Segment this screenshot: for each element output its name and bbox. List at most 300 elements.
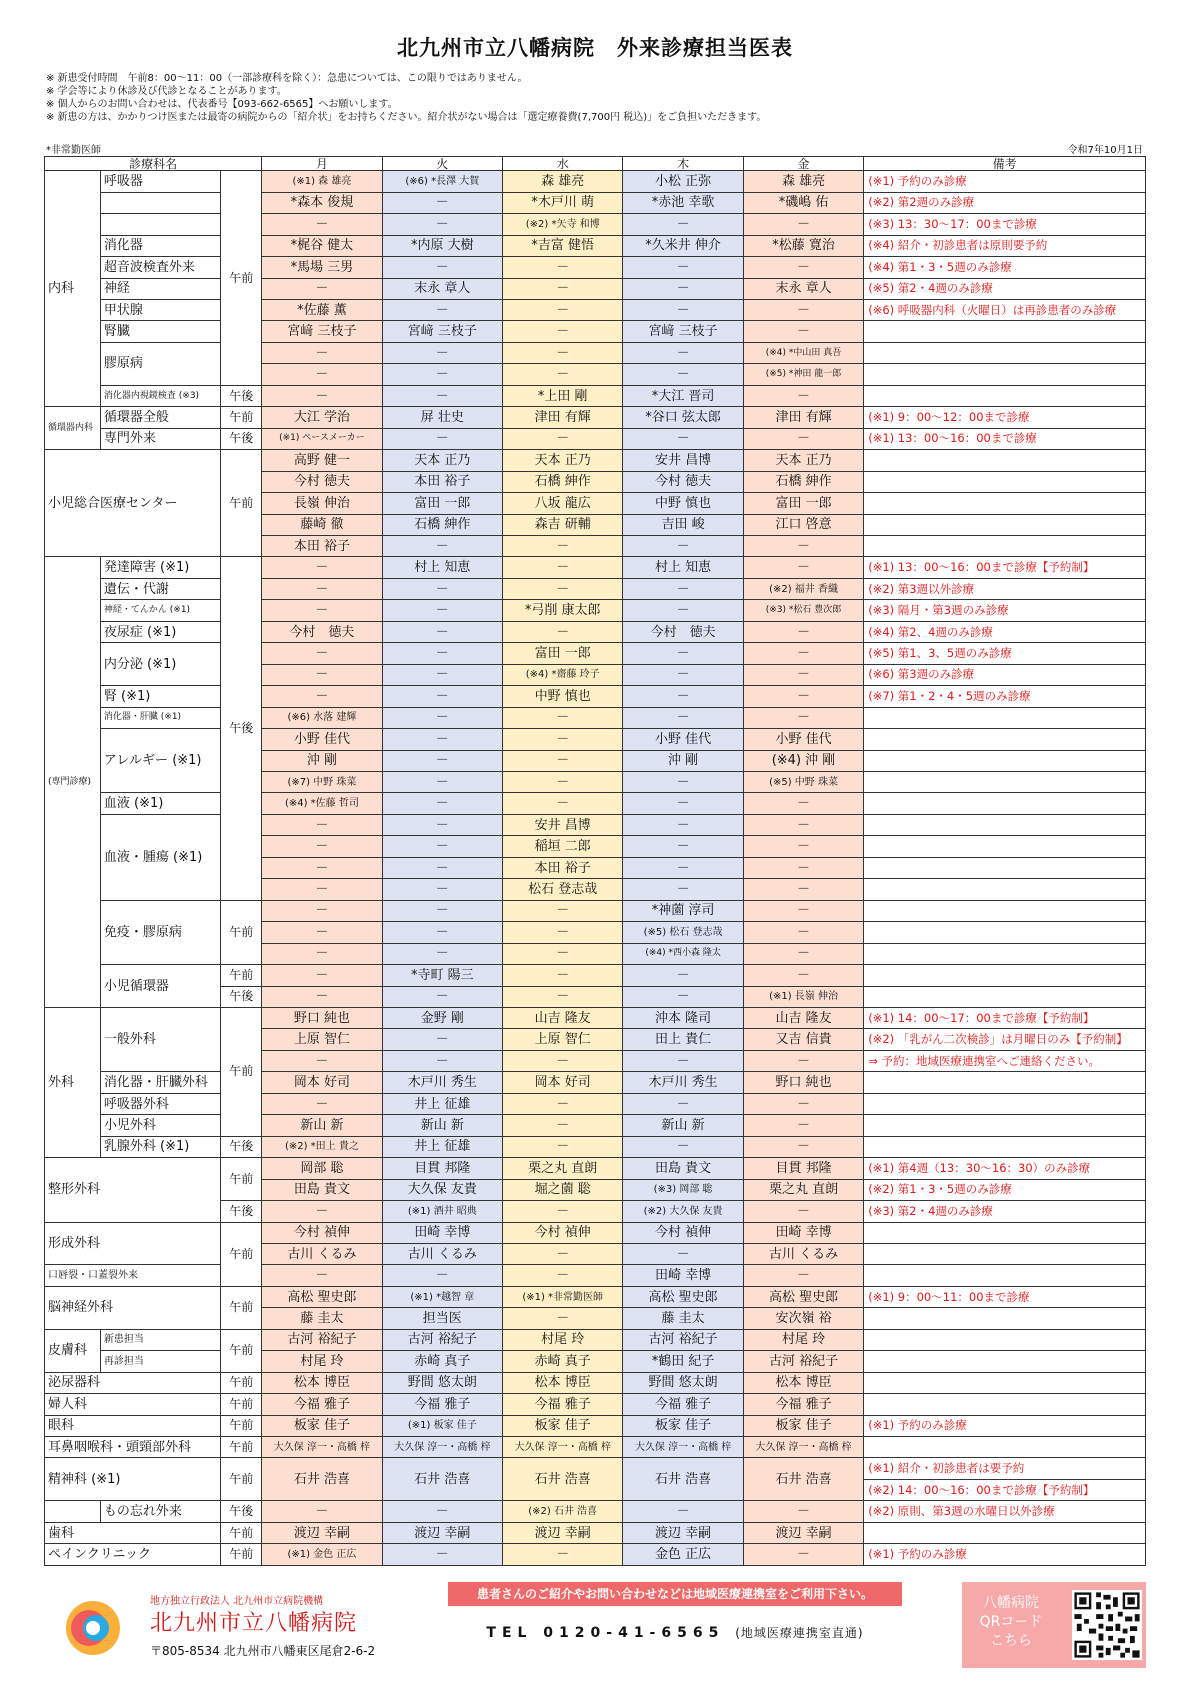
doctor-cell: － <box>503 300 623 321</box>
session-time: 午前 <box>221 1394 262 1415</box>
doctor-cell: － <box>503 278 623 299</box>
doctor-cell: － <box>382 257 502 278</box>
doctor-cell: 高野 健一 <box>262 450 382 471</box>
remark-cell: (※3) 隔月・第3週のみ診療 <box>864 600 1146 621</box>
doctor-cell: 村尾 玲 <box>743 1329 863 1350</box>
doctor-cell: 末永 章人 <box>743 278 863 299</box>
doctor-cell: *大江 晋司 <box>623 385 743 406</box>
doctor-cell: 渡辺 幸嗣 <box>503 1522 623 1543</box>
doctor-cell: － <box>743 793 863 814</box>
doctor-cell: 大久保 淳一・高橋 梓 <box>623 1437 743 1458</box>
schedule-row <box>45 707 1146 728</box>
dept-name: 歯科 <box>45 1522 221 1543</box>
doctor-cell: *久米井 伸介 <box>623 235 743 256</box>
session-time: 午後 <box>221 1136 262 1157</box>
doctor-cell: － <box>503 1243 623 1264</box>
doctor-cell: － <box>382 814 502 835</box>
doctor-cell: － <box>503 1308 623 1329</box>
doctor-cell: － <box>503 342 623 363</box>
remark-cell <box>864 793 1146 814</box>
doctor-cell: － <box>262 922 382 943</box>
doctor-cell: 野間 悠太朗 <box>623 1372 743 1393</box>
doctor-cell: － <box>382 578 502 599</box>
doctor-cell: 田上 貴仁 <box>623 1029 743 1050</box>
schedule-row <box>45 214 1146 235</box>
page-title: 北九州市立八幡病院 外来診療担当医表 <box>397 36 793 60</box>
doctor-cell: 小野 佳代 <box>743 729 863 750</box>
doctor-cell: － <box>503 1136 623 1157</box>
doctor-cell: － <box>743 1093 863 1114</box>
doctor-cell: 藤 圭太 <box>262 1308 382 1329</box>
schedule-row <box>45 1072 1146 1093</box>
telephone-number[interactable]: TEL 0120-41-6565 <box>486 1625 725 1641</box>
session-time: 午後 <box>221 986 262 1007</box>
session-time: 午前 <box>221 1007 262 1136</box>
doctor-cell: － <box>623 664 743 685</box>
doctor-cell: 古河 裕紀子 <box>262 1329 382 1350</box>
empty-cell <box>100 192 220 213</box>
doctor-cell: (※1) 森 雄亮 <box>262 171 382 192</box>
doctor-cell: 安次嶺 裕 <box>743 1308 863 1329</box>
subdept-name: 血液 (※1) <box>100 793 220 814</box>
qr-label <box>962 1594 1060 1651</box>
doctor-cell: 今村 徳夫 <box>623 621 743 642</box>
session-time: 午前 <box>221 1158 262 1201</box>
doctor-cell: － <box>382 385 502 406</box>
doctor-cell: 野間 悠太朗 <box>382 1372 502 1393</box>
subdept-name: 夜尿症 (※1) <box>100 621 220 642</box>
doctor-cell: 村上 知恵 <box>382 557 502 578</box>
remark-cell <box>864 879 1146 900</box>
doctor-cell: 石井 浩喜 <box>503 1458 623 1501</box>
doctor-cell: *内原 大樹 <box>382 235 502 256</box>
doctor-cell: 今福 雅子 <box>262 1394 382 1415</box>
doctor-cell: 森 雄亮 <box>503 171 623 192</box>
schedule-row <box>45 171 1146 192</box>
doctor-cell: *弓削 康太郎 <box>503 600 623 621</box>
doctor-cell: － <box>382 428 502 449</box>
subdept-name: 血液・腫瘍 (※1) <box>100 814 220 900</box>
session-time: 午後 <box>221 428 262 449</box>
dept-name: 小児総合医療センター <box>45 450 221 557</box>
doctor-cell: － <box>743 900 863 921</box>
doctor-cell: － <box>503 621 623 642</box>
doctor-cell: － <box>262 364 382 385</box>
doctor-cell: 野口 純也 <box>743 1072 863 1093</box>
subdept-name: 小児循環器 <box>100 965 220 1008</box>
schedule-row <box>45 257 1146 278</box>
subdept-name: 膠原病 <box>100 342 220 385</box>
schedule-row <box>45 1501 1146 1522</box>
doctor-cell: (※2) 石井 浩喜 <box>503 1501 623 1522</box>
doctor-cell: 八坂 龍広 <box>503 493 623 514</box>
doctor-cell: － <box>743 707 863 728</box>
doctor-cell: － <box>382 857 502 878</box>
schedule-row <box>45 1544 1146 1566</box>
doctor-cell: 今村 禎伸 <box>262 1222 382 1243</box>
doctor-cell: － <box>503 1544 623 1566</box>
qr-code-icon[interactable] <box>1072 1590 1142 1660</box>
session-time: 午前 <box>221 965 262 986</box>
doctor-cell: － <box>262 836 382 857</box>
doctor-cell: － <box>382 643 502 664</box>
header-day: 月 <box>262 157 382 171</box>
subdept-name: 乳腺外科 (※1) <box>100 1136 220 1157</box>
doctor-cell: 松本 博臣 <box>262 1372 382 1393</box>
doctor-cell: － <box>743 536 863 557</box>
remark-cell: (※2) 14：00～16：00まで診療【予約制】 <box>864 1479 1146 1500</box>
session-time: 午後 <box>221 557 262 900</box>
doctor-cell: 古河 裕紀子 <box>382 1329 502 1350</box>
doctor-cell: 田島 貴文 <box>623 1158 743 1179</box>
subdept-name: 呼吸器外科 <box>100 1093 220 1114</box>
remark-cell <box>864 729 1146 750</box>
empty-cell <box>100 214 220 235</box>
remark-cell: (※2) 原則、第3週の水曜日以外診療 <box>864 1501 1146 1522</box>
remark-cell: (※6) 第3週のみ診療 <box>864 664 1146 685</box>
doctor-cell: 新山 新 <box>262 1115 382 1136</box>
schedule-row <box>45 621 1146 642</box>
doctor-cell: 末永 章人 <box>382 278 502 299</box>
doctor-cell: 富田 一郎 <box>743 493 863 514</box>
doctor-cell: 今福 雅子 <box>743 1394 863 1415</box>
subdept-name: 甲状腺 <box>100 300 220 321</box>
doctor-cell: 田崎 幸博 <box>743 1222 863 1243</box>
doctor-cell: － <box>262 965 382 986</box>
doctor-cell: (※1) 板家 佳子 <box>382 1415 502 1436</box>
hospital-address: 〒805-8534 北九州市八幡東区尾倉2-6-2 <box>150 1644 376 1658</box>
doctor-cell: 今村 徳夫 <box>623 471 743 492</box>
doctor-cell: － <box>382 900 502 921</box>
doctor-cell: (※3) 岡部 聡 <box>623 1179 743 1200</box>
subdept-name: 専門外来 <box>100 428 220 449</box>
doctor-cell: 山吉 隆友 <box>503 1007 623 1028</box>
doctor-cell: 石橋 紳作 <box>382 514 502 535</box>
dept-name: 精神科 (※1) <box>45 1458 221 1501</box>
schedule-row <box>45 1007 1146 1028</box>
doctor-cell: － <box>262 900 382 921</box>
doctor-cell: － <box>623 257 743 278</box>
schedule-row <box>45 1372 1146 1393</box>
doctor-cell: 井上 征雄 <box>382 1093 502 1114</box>
remark-cell <box>864 965 1146 986</box>
remark-cell: (※3) 第2・4週のみ診療 <box>864 1201 1146 1222</box>
doctor-cell: (※4) *中山田 真吾 <box>743 342 863 363</box>
doctor-cell: － <box>503 1265 623 1286</box>
remark-cell: (※5) 第1、3、5週のみ診療 <box>864 643 1146 664</box>
notice-line: ※ 新患の方は、かかりつけ医または最寄の病院からの「紹介状」をお持ちください。紹介状がない場合は「選定療養費(7,700円 税込)」をご負担いただきます。 <box>46 112 767 123</box>
remark-cell <box>864 986 1146 1007</box>
doctor-cell: － <box>503 965 623 986</box>
doctor-cell: (※4) *佐藤 哲司 <box>262 793 382 814</box>
remark-cell <box>864 1072 1146 1093</box>
doctor-cell: 中野 慎也 <box>623 493 743 514</box>
session-time: 午前 <box>221 900 262 964</box>
doctor-cell: － <box>503 1115 623 1136</box>
doctor-cell: － <box>382 342 502 363</box>
subdept-name: 呼吸器 <box>100 171 220 192</box>
doctor-cell: 田島 貴文 <box>262 1179 382 1200</box>
doctor-cell: 石井 浩喜 <box>623 1458 743 1501</box>
session-time: 午前 <box>221 1458 262 1501</box>
subdept-name: 消化器内視鏡検査 (※3) <box>100 385 220 406</box>
header-dept: 診療科名 <box>45 157 262 171</box>
doctor-cell: 稲垣 二郎 <box>503 836 623 857</box>
dept-name: 外科 <box>45 1007 101 1157</box>
doctor-cell: － <box>262 1201 382 1222</box>
schedule-row <box>45 300 1146 321</box>
doctor-cell: － <box>743 857 863 878</box>
dept-name: 形成外科 <box>45 1222 221 1265</box>
doctor-cell: － <box>382 1544 502 1566</box>
doctor-cell: (※2) 大久保 友貴 <box>623 1201 743 1222</box>
doctor-cell: － <box>503 922 623 943</box>
doctor-cell: *上田 剛 <box>503 385 623 406</box>
session-time: 午前 <box>221 407 262 428</box>
subdept-name: 一般外科 <box>100 1007 220 1071</box>
contact-banner: 患者さんのご紹介やお問い合わせなどは地域医療連携室をご利用下さい。 <box>448 1582 902 1606</box>
doctor-cell: 大久保 淳一・高橋 梓 <box>382 1437 502 1458</box>
doctor-cell: － <box>743 664 863 685</box>
doctor-cell: － <box>623 814 743 835</box>
hospital-logo-icon <box>62 1597 124 1659</box>
doctor-cell: 石橋 紳作 <box>503 471 623 492</box>
doctor-cell: 野口 純也 <box>262 1007 382 1028</box>
session-time: 午前 <box>221 1222 262 1286</box>
qr-label-line: QRコード <box>979 1614 1043 1630</box>
doctor-cell: 天本 正乃 <box>503 450 623 471</box>
doctor-cell: 古川 くるみ <box>262 1243 382 1264</box>
doctor-cell: － <box>262 1501 382 1522</box>
notice-line: ※ 新患受付時間 午前8：00～11：00（一部診療科を除く）：急患については、この限りではありません。 <box>46 73 528 84</box>
remark-cell <box>864 1265 1146 1286</box>
doctor-cell: － <box>262 600 382 621</box>
doctor-cell: 天本 正乃 <box>743 450 863 471</box>
doctor-cell: － <box>743 1050 863 1071</box>
doctor-cell: 堀之薗 聡 <box>503 1179 623 1200</box>
doctor-cell: － <box>503 536 623 557</box>
remark-cell <box>864 493 1146 514</box>
schedule-row <box>45 793 1146 814</box>
doctor-cell: － <box>503 793 623 814</box>
doctor-cell: － <box>262 1093 382 1114</box>
doctor-cell: － <box>743 321 863 342</box>
doctor-cell: 本田 裕子 <box>503 857 623 878</box>
remark-cell: (※1) 紹介・初診患者は要予約 <box>864 1458 1146 1479</box>
doctor-cell: － <box>503 729 623 750</box>
doctor-cell: 安井 昌博 <box>623 450 743 471</box>
doctor-cell: *赤池 幸歌 <box>623 192 743 213</box>
doctor-cell: 今福 雅子 <box>503 1394 623 1415</box>
doctor-cell: *森本 俊規 <box>262 192 382 213</box>
doctor-cell: － <box>743 686 863 707</box>
doctor-cell: 松本 博臣 <box>503 1372 623 1393</box>
doctor-cell: 藤崎 徹 <box>262 514 382 535</box>
subdept-name: 神経 <box>100 278 220 299</box>
doctor-cell: － <box>503 900 623 921</box>
doctor-cell: 長嶺 伸治 <box>262 493 382 514</box>
doctor-cell: － <box>743 1501 863 1522</box>
doctor-cell: 田崎 幸博 <box>623 1265 743 1286</box>
remark-cell: (※4) 第2、4週のみ診療 <box>864 621 1146 642</box>
remark-cell: (※1) 9：00～11：00まで診療 <box>864 1286 1146 1307</box>
remark-cell <box>864 1372 1146 1393</box>
doctor-cell: 沖 剛 <box>262 750 382 771</box>
doctor-cell: － <box>743 814 863 835</box>
session-time: 午前 <box>221 1522 262 1543</box>
doctor-cell: 山吉 隆友 <box>743 1007 863 1028</box>
doctor-cell: － <box>623 793 743 814</box>
schedule-row <box>45 278 1146 299</box>
doctor-cell: － <box>382 1265 502 1286</box>
doctor-cell: － <box>743 643 863 664</box>
doctor-cell: 木戸川 秀生 <box>623 1072 743 1093</box>
schedule-row <box>45 814 1146 835</box>
subdept-name: 新患担当 <box>100 1329 220 1350</box>
doctor-cell: － <box>743 1115 863 1136</box>
remark-cell: (※1) 予約のみ診療 <box>864 171 1146 192</box>
doctor-cell: 大久保 淳一・高橋 梓 <box>743 1437 863 1458</box>
doctor-cell: － <box>503 321 623 342</box>
subdept-name: 免疫・膠原病 <box>100 900 220 964</box>
remark-cell <box>864 1394 1146 1415</box>
schedule-row <box>45 385 1146 406</box>
remark-cell <box>864 1115 1146 1136</box>
doctor-cell: 中野 慎也 <box>503 686 623 707</box>
doctor-cell: 高松 聖史郎 <box>743 1286 863 1307</box>
remark-cell: (※2) 「乳がん二次検診」は月曜日のみ【予約制】 <box>864 1029 1146 1050</box>
doctor-cell: (※1) *非常勤医師 <box>503 1286 623 1307</box>
remark-cell: ⇒ 予約：地域医療連携室へご連絡ください。 <box>864 1050 1146 1071</box>
doctor-cell: (※1) 長嶺 伸治 <box>743 986 863 1007</box>
remark-cell: (※1) 9：00～12：00まで診療 <box>864 407 1146 428</box>
doctor-cell: 目貫 邦隆 <box>382 1158 502 1179</box>
notice-line: ※ 個人からのお問い合わせは、代表番号【093-662-6565】へお願いします。 <box>46 99 398 110</box>
doctor-cell: 本田 裕子 <box>262 536 382 557</box>
doctor-cell: 沖本 隆司 <box>623 1007 743 1028</box>
header-day: 火 <box>382 157 502 171</box>
doctor-cell: － <box>262 557 382 578</box>
doctor-cell: *谷口 弦太郎 <box>623 407 743 428</box>
schedule-row <box>45 900 1146 921</box>
remark-cell <box>864 771 1146 792</box>
remark-cell <box>864 1437 1146 1458</box>
schedule-row <box>45 1329 1146 1350</box>
doctor-cell: 吉田 峻 <box>623 514 743 535</box>
doctor-cell: *鶴田 紀子 <box>623 1351 743 1372</box>
subdept-name: 再診担当 <box>100 1351 220 1372</box>
session-time: 午前 <box>221 1437 262 1458</box>
doctor-cell: － <box>623 686 743 707</box>
doctor-cell: － <box>382 793 502 814</box>
doctor-cell: － <box>503 1093 623 1114</box>
doctor-cell: 村上 知恵 <box>623 557 743 578</box>
remark-cell: (※2) 第2週のみ診療 <box>864 192 1146 213</box>
doctor-cell: 天本 正乃 <box>382 450 502 471</box>
doctor-cell: － <box>382 621 502 642</box>
doctor-cell: 森吉 研輔 <box>503 514 623 535</box>
header-remarks: 備考 <box>864 157 1146 171</box>
doctor-cell: (※2) *田上 貴之 <box>262 1136 382 1157</box>
doctor-cell: － <box>623 1050 743 1071</box>
qr-label-line: 八幡病院 <box>983 1595 1039 1611</box>
dept-name: 循環器内科 <box>45 407 101 450</box>
doctor-cell: 岡本 好司 <box>503 1072 623 1093</box>
remark-cell <box>864 471 1146 492</box>
subdept-name: 発達障害 (※1) <box>100 557 220 578</box>
schedule-row <box>45 643 1146 664</box>
telephone[interactable] <box>448 1624 902 1641</box>
doctor-cell: 栗之丸 直朗 <box>743 1179 863 1200</box>
effective-date: 令和7年10月1日 <box>1067 145 1143 156</box>
schedule-row <box>45 1458 1146 1479</box>
session-time: 午前 <box>221 1415 262 1436</box>
subdept-name: 口唇裂・口蓋裂外来 <box>45 1265 221 1286</box>
doctor-cell: 板家 佳子 <box>262 1415 382 1436</box>
session-time: 午前 <box>221 1544 262 1566</box>
doctor-cell: 小松 正弥 <box>623 171 743 192</box>
doctor-cell: 渡辺 幸嗣 <box>382 1522 502 1543</box>
remark-cell <box>864 1522 1146 1543</box>
doctor-cell: (※1) 金色 正広 <box>262 1544 382 1566</box>
doctor-cell: 新山 新 <box>382 1115 502 1136</box>
doctor-cell: － <box>623 1243 743 1264</box>
doctor-cell: 大久保 友貴 <box>382 1179 502 1200</box>
doctor-cell: 石橋 紳作 <box>743 471 863 492</box>
doctor-cell: (※3) *松石 豊次郎 <box>743 600 863 621</box>
doctor-cell: － <box>262 342 382 363</box>
org-name: 地方独立行政法人 北九州市立病院機構 <box>150 1596 324 1607</box>
doctor-cell: 安井 昌博 <box>503 814 623 835</box>
schedule-table <box>44 156 1146 1566</box>
doctor-cell: 渡辺 幸嗣 <box>262 1522 382 1543</box>
dept-name: 耳鼻咽喉科・頭頸部外科 <box>45 1437 221 1458</box>
doctor-cell: (※1) 酒井 昭典 <box>382 1201 502 1222</box>
doctor-cell: － <box>503 750 623 771</box>
doctor-cell: － <box>382 879 502 900</box>
doctor-cell: 宮﨑 三枝子 <box>262 321 382 342</box>
doctor-cell: (※2) *矢寺 和博 <box>503 214 623 235</box>
schedule-row <box>45 1265 1146 1286</box>
doctor-cell: － <box>382 943 502 964</box>
doctor-cell: 古河 裕紀子 <box>623 1329 743 1350</box>
doctor-cell: (※6) 水落 建輝 <box>262 707 382 728</box>
doctor-cell: (※1) ペースメーカー <box>262 428 382 449</box>
doctor-cell: 又吉 信貴 <box>743 1029 863 1050</box>
doctor-cell: － <box>382 364 502 385</box>
remark-cell: (※7) 第1・2・4・5週のみ診療 <box>864 686 1146 707</box>
telephone-note: (地域医療連携室直通) <box>735 1626 864 1640</box>
remark-cell <box>864 1243 1146 1264</box>
doctor-cell: － <box>503 428 623 449</box>
header-row <box>45 157 1146 171</box>
session-time: 午後 <box>221 1501 262 1522</box>
doctor-cell: (※4) *齋藤 玲子 <box>503 664 623 685</box>
part-time-note: *非常勤医師 <box>46 145 101 156</box>
doctor-cell: (※5) 中野 珠菜 <box>743 771 863 792</box>
schedule-row <box>45 428 1146 449</box>
remark-cell <box>864 857 1146 878</box>
doctor-cell: 富田 一郎 <box>503 643 623 664</box>
dept-name <box>45 1501 101 1522</box>
doctor-cell: 藤 圭太 <box>623 1308 743 1329</box>
subdept-name: 内分泌 (※1) <box>100 643 220 686</box>
doctor-cell: － <box>262 1265 382 1286</box>
doctor-cell: *寺町 陽三 <box>382 965 502 986</box>
schedule-row <box>45 686 1146 707</box>
doctor-cell: － <box>503 578 623 599</box>
schedule-row <box>45 1286 1146 1307</box>
